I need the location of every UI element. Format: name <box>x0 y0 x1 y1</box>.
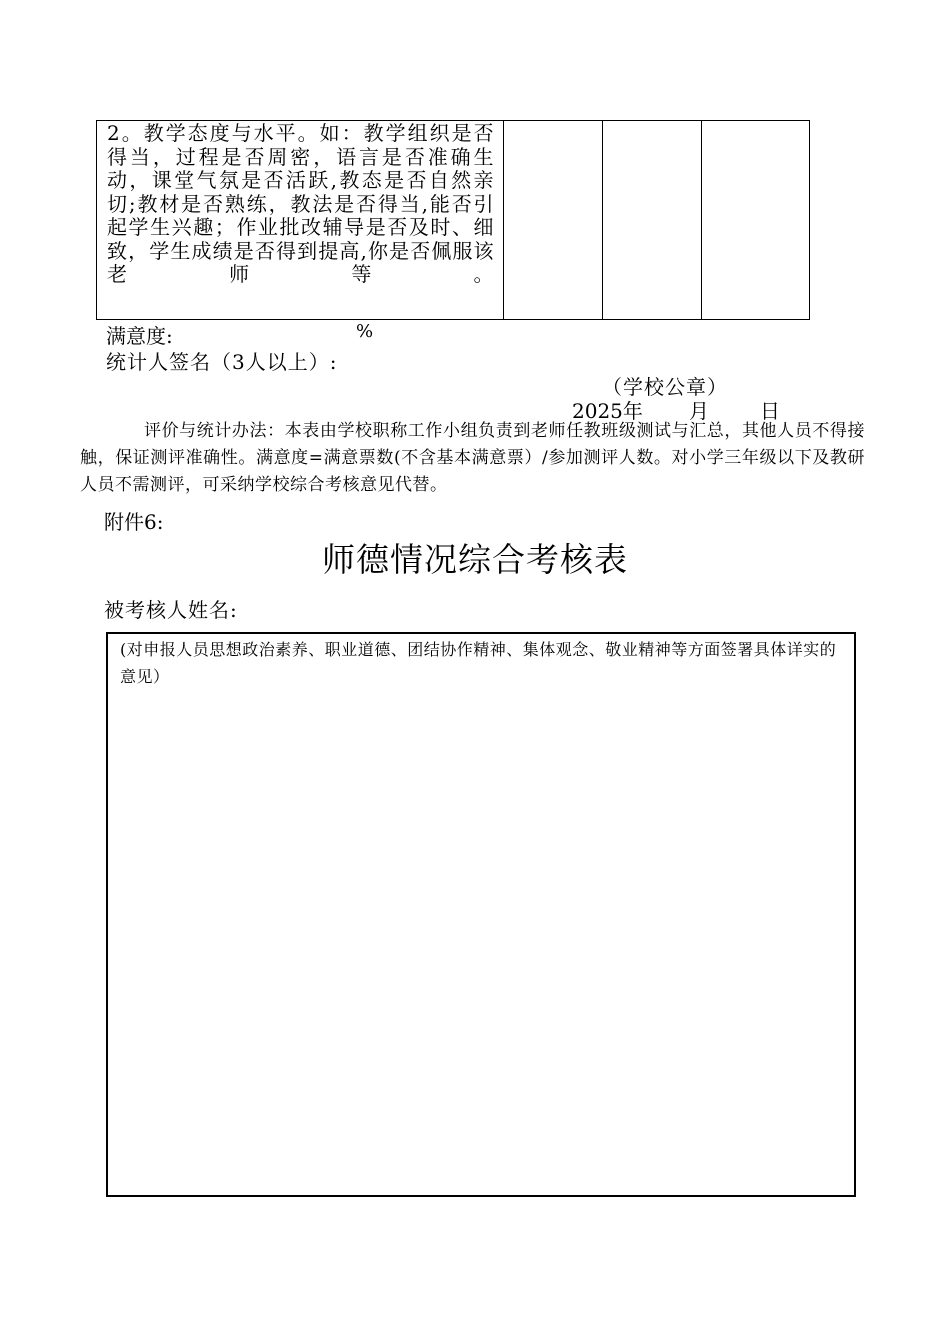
satisfaction-label: 满意度: <box>106 324 173 348</box>
date-month: 月 <box>689 399 709 423</box>
evaluation-method-note <box>80 418 865 499</box>
date-day: 日 <box>760 399 780 423</box>
form-title: 师德情况综合考核表 <box>322 540 628 579</box>
rating-cell-3[interactable] <box>701 121 809 320</box>
counter-signature-label: 统计人签名（3人以上）: <box>106 350 338 374</box>
attachment-label: 附件6: <box>104 510 164 534</box>
date-year: 2025年 <box>572 399 643 423</box>
satisfaction-unit: % <box>356 321 374 342</box>
table-row <box>97 121 810 320</box>
assessment-opinion-box[interactable] <box>106 632 856 1197</box>
criterion-cell <box>97 121 504 320</box>
rating-cell-2[interactable] <box>602 121 701 320</box>
rating-cell-1[interactable] <box>503 121 602 320</box>
school-seal-label: （学校公章） <box>602 375 728 399</box>
method-note-text: 评价与统计办法：本表由学校职称工作小组负责到老师任教班级测试与汇总，其他人员不得接触，保证测评准确性。满意度=满意票数(不含基本满意票）/参加测评人数。对小学三年级以下及教研人员不需测评，可采纳学校综合考核意见代替。 <box>80 421 865 495</box>
examinee-name-label: 被考核人姓名: <box>104 598 238 622</box>
criterion-text: 2。教学态度与水平。如：教学组织是否得当，过程是否周密，语言是否准确生动，课堂气氛是否活跃,教态是否自然亲切;教材是否熟练，教法是否得当,能否引起学生兴趣；作业批改辅导是否及时、细致，学生成绩是否得到提高,你是否佩服该老师等。 <box>107 121 495 286</box>
assessment-box-hint: (对申报人员思想政治素养、职业道德、团结协作精神、集体观念、敬业精神等方面签署具体详实的意见） <box>120 640 837 686</box>
evaluation-table <box>96 120 810 320</box>
